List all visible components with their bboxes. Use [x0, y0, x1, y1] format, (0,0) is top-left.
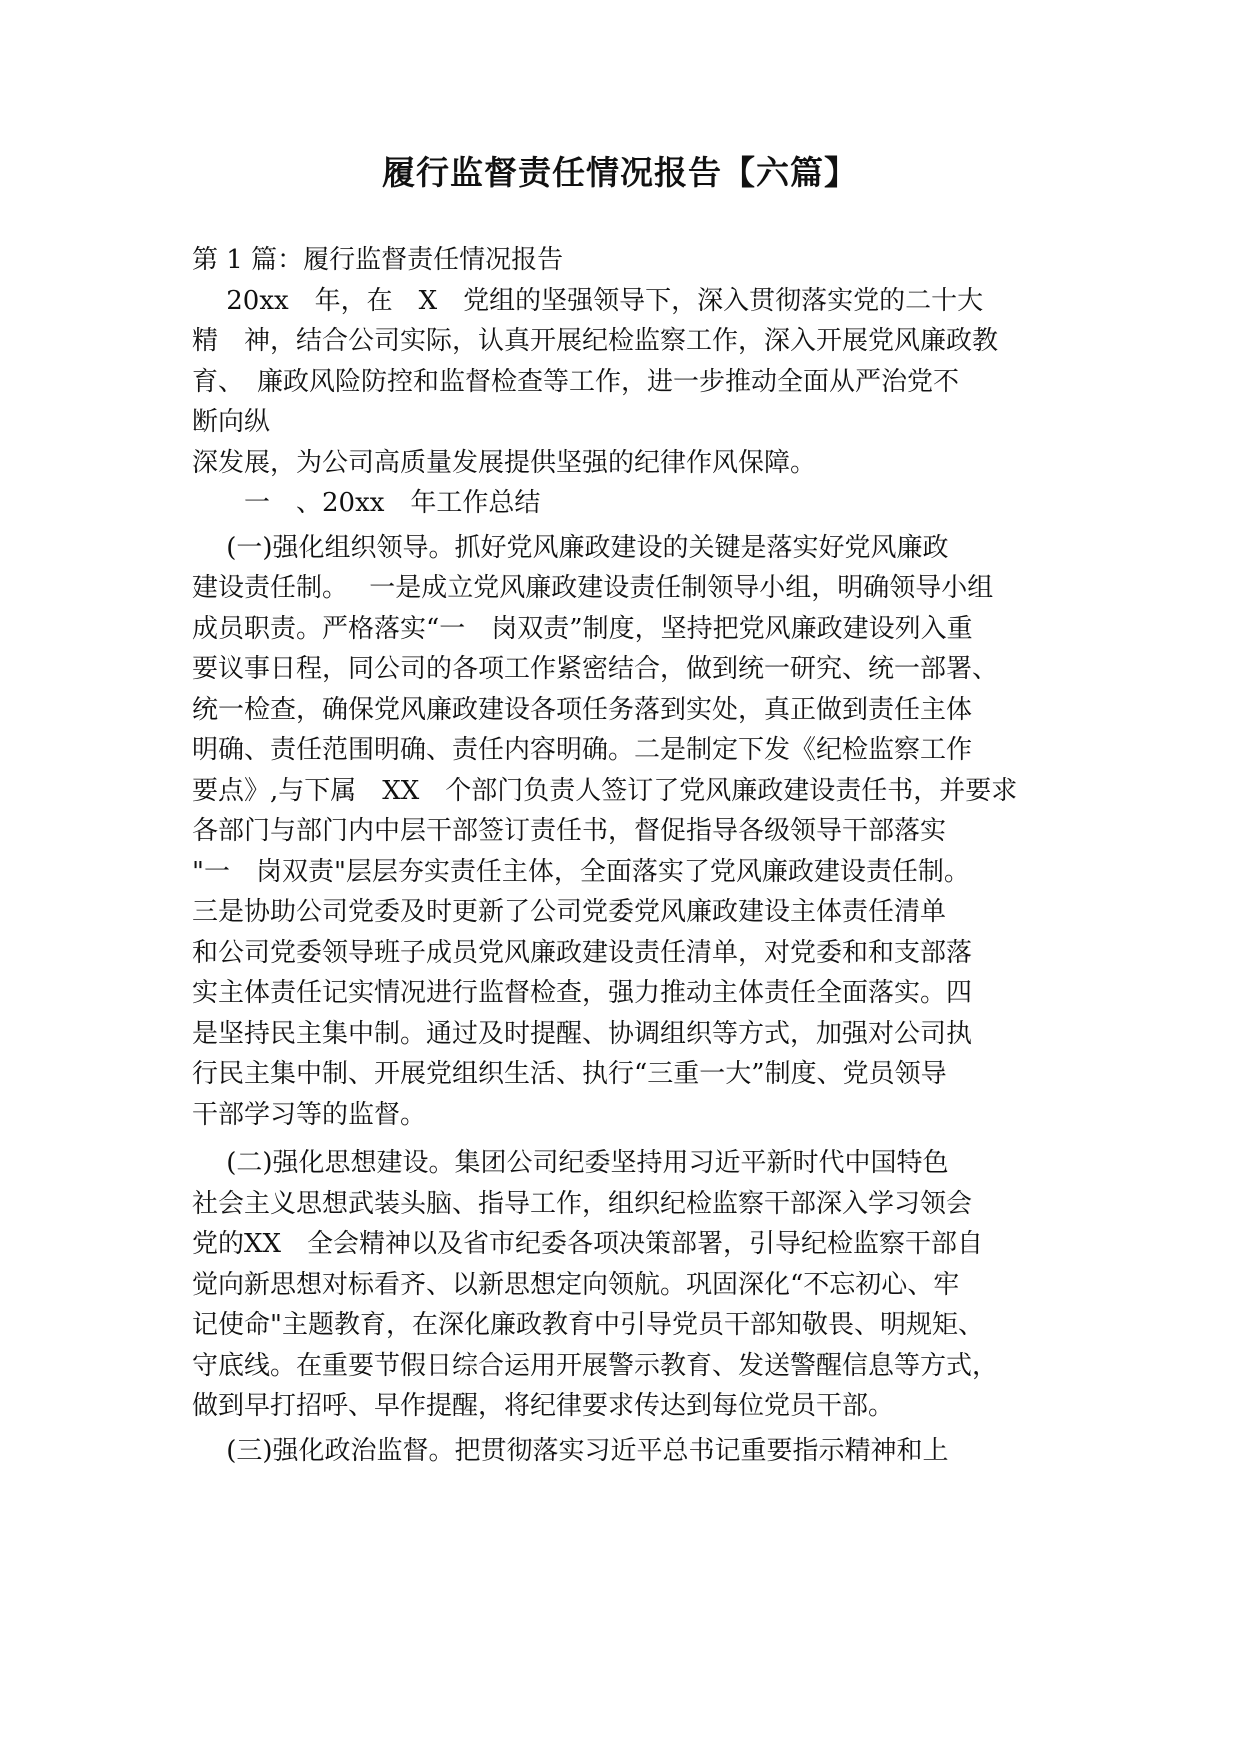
text-line: 守底线。在重要节假日综合运用开展警示教育、发送警醒信息等方式， [192, 1350, 999, 1381]
document-title: 履行监督责任情况报告【六篇】 [382, 153, 858, 192]
part-heading [192, 240, 1062, 281]
text-line: 记使命"主题教育，在深化廉政教育中引导党员干部知敬畏、明规矩、 [192, 1310, 984, 1340]
text-line: "一 岗双责"层层夯实责任主体，全面落实了党风廉政建设责任制。 [192, 856, 970, 887]
paragraph-organization-leadership [192, 528, 1062, 1136]
section-heading [192, 483, 1062, 524]
text-line: (一)强化组织领导。抓好党风廉政建设的关键是落实好党风廉政 [192, 532, 949, 563]
text-line: 是坚持民主集中制。通过及时提醒、协调组织等方式，加强对公司执 [192, 1018, 973, 1049]
intro-paragraph [192, 281, 1062, 484]
text-line: 实主体责任记实情况进行监督检查，强力推动主体责任全面落实。四 [192, 978, 973, 1008]
text-line: 觉向新思想对标看齐、以新思想定向领航。巩固深化“不忘初心、牢 [192, 1269, 960, 1300]
part-heading-text: 第 1 篇：履行监督责任情况报告 [192, 245, 564, 275]
text-line: 三是协助公司党委及时更新了公司党委党风廉政建设主体责任清单 [192, 897, 947, 927]
text-line: 要点》,与下属 XX 个部门负责人签订了党风廉政建设责任书，并要求 [192, 775, 1018, 806]
text-line: 做到早打招呼、早作提醒，将纪律要求传达到每位党员干部。 [192, 1391, 895, 1421]
text-line: (二)强化思想建设。集团公司纪委坚持用习近平新时代中国特色 [192, 1148, 949, 1178]
text-line: (三)强化政治监督。把贯彻落实习近平总书记重要指示精神和上 [192, 1435, 949, 1466]
text-line: 和公司党委领导班子成员党风廉政建设责任清单，对党委和和支部落 [192, 937, 973, 968]
text-line: 断向纵 [192, 407, 271, 437]
text-line: 深发展，为公司高质量发展提供坚强的纪律作风保障。 [192, 447, 817, 478]
text-line: 建设责任制。 一是成立党风廉政建设责任制领导小组，明确领导小组 [192, 573, 994, 603]
text-line: 社会主义思想武装头脑、指导工作，组织纪检监察干部深入学习领会 [192, 1188, 973, 1219]
text-line: 育、 廉政风险防控和监督检查等工作，进一步推动全面从严治党不 [192, 366, 960, 397]
section-heading-text: 一 、20xx 年工作总结 [192, 488, 541, 518]
text-line: 精 神，结合公司实际，认真开展纪检监察工作，深入开展党风廉政教 [192, 326, 999, 356]
text-line: 明确、责任范围明确、责任内容明确。二是制定下发《纪检监察工作 [192, 735, 973, 765]
text-line: 行民主集中制、开展党组织生活、执行“三重一大”制度、党员领导 [192, 1059, 947, 1089]
text-line: 成员职责。严格落实“一 岗双责”制度，坚持把党风廉政建设列入重 [192, 613, 973, 644]
text-line: 干部学习等的监督。 [192, 1099, 427, 1130]
text-line: 统一检查，确保党风廉政建设各项任务落到实处，真正做到责任主体 [192, 694, 973, 725]
text-line: 各部门与部门内中层干部签订责任书，督促指导各级领导干部落实 [192, 816, 947, 846]
document-body [192, 240, 1062, 1471]
text-line: 要议事日程，同公司的各项工作紧密结合，做到统一研究、统一部署、 [192, 654, 999, 684]
paragraph-political-supervision [192, 1431, 1062, 1472]
text-line: 党的XX 全会精神以及省市纪委各项决策部署，引导纪检监察干部自 [192, 1229, 984, 1259]
paragraph-ideological-building [192, 1143, 1062, 1427]
text-line: 20xx 年，在 X 党组的坚强领导下，深入贯彻落实党的二十大 [192, 285, 984, 316]
